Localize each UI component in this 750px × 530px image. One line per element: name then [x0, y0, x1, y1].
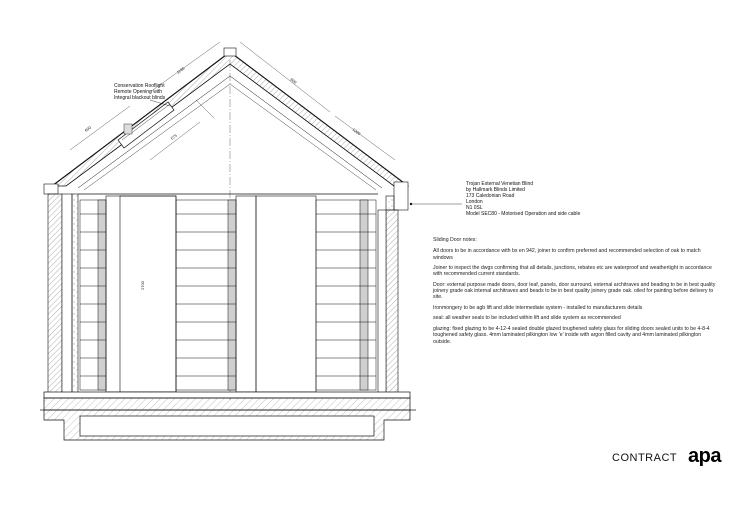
blind-callout: [466, 181, 580, 217]
sliding-door-notes: [433, 237, 718, 349]
notes-paragraph: All doors to be in accordance with bs en 942, joiner to confirm preferred and recommended selection of oak to match windows: [433, 248, 701, 261]
notes-paragraph: Joiner to inspect the dwgs confirming that all details, junctions, rebates etc are waterproof and weathertight in accordance with recommended current standards.: [433, 265, 712, 278]
callout-line: Conservation Rooflight: [114, 83, 165, 89]
contract-stamp: CONTRACT: [612, 452, 678, 464]
centre-shelving: [176, 200, 236, 390]
dimension-text: 600: [83, 124, 92, 133]
rooflight-callout: [114, 83, 165, 101]
callout-line: Remote Opening with: [114, 89, 163, 95]
callout-line: N1 0SL: [466, 205, 483, 211]
dimension-text: 1190: [175, 65, 186, 75]
callout-line: by Hallmark Blinds Limited: [466, 187, 525, 193]
dimension-text: 575: [169, 132, 178, 141]
notes-heading: Sliding Door notes:: [433, 237, 477, 243]
dimension-text: 1200: [351, 126, 362, 137]
notes-paragraph: seal: all weather seals to be included within lift and slide system as recommended: [433, 315, 621, 322]
notes-paragraph: Door: external purpose made doors, door leaf, panels, door surround, external architraves and beading to be in best quality joinery grade oak internal architraves and beads to be in best quality joinery grade oak. oiled for painting before delivery to site.: [433, 281, 716, 301]
right-shelving: [316, 200, 376, 390]
callout-line: 173 Caledonian Road: [466, 193, 515, 199]
callout-line: Model SEC80 - Motorised Operation and side cable: [466, 211, 581, 217]
callout-line: Integral blackout blinds: [114, 95, 166, 101]
rooflight: [118, 102, 174, 148]
ridge-cap: [224, 48, 236, 56]
notes-paragraph: Ironmongery to be agb lift and slide intermediate system - installed to manufacturers details: [433, 304, 643, 311]
left-wall: [48, 194, 78, 394]
right-wall: [378, 210, 398, 394]
notes-paragraph: glazing: fixed glazing to be 4-12-4 sealed double glazed toughened safety glass for sliding doors sealed units to be 4-8-4 toughened safety glass. 4mm laminated pilkington low 'e' inside with argon filled cavity and 4mm laminated pilkington outside.: [433, 325, 710, 345]
dimension-text: 2700: [140, 281, 145, 290]
blind-leader-dot: [410, 203, 412, 205]
left-shelving: [80, 200, 106, 390]
callout-line: Trojan External Venetian Blind: [466, 181, 534, 187]
apa-logo: apa: [688, 445, 721, 467]
floor-slab: [40, 392, 416, 440]
dimension-text: 600: [289, 76, 298, 85]
callout-line: London: [466, 199, 483, 205]
